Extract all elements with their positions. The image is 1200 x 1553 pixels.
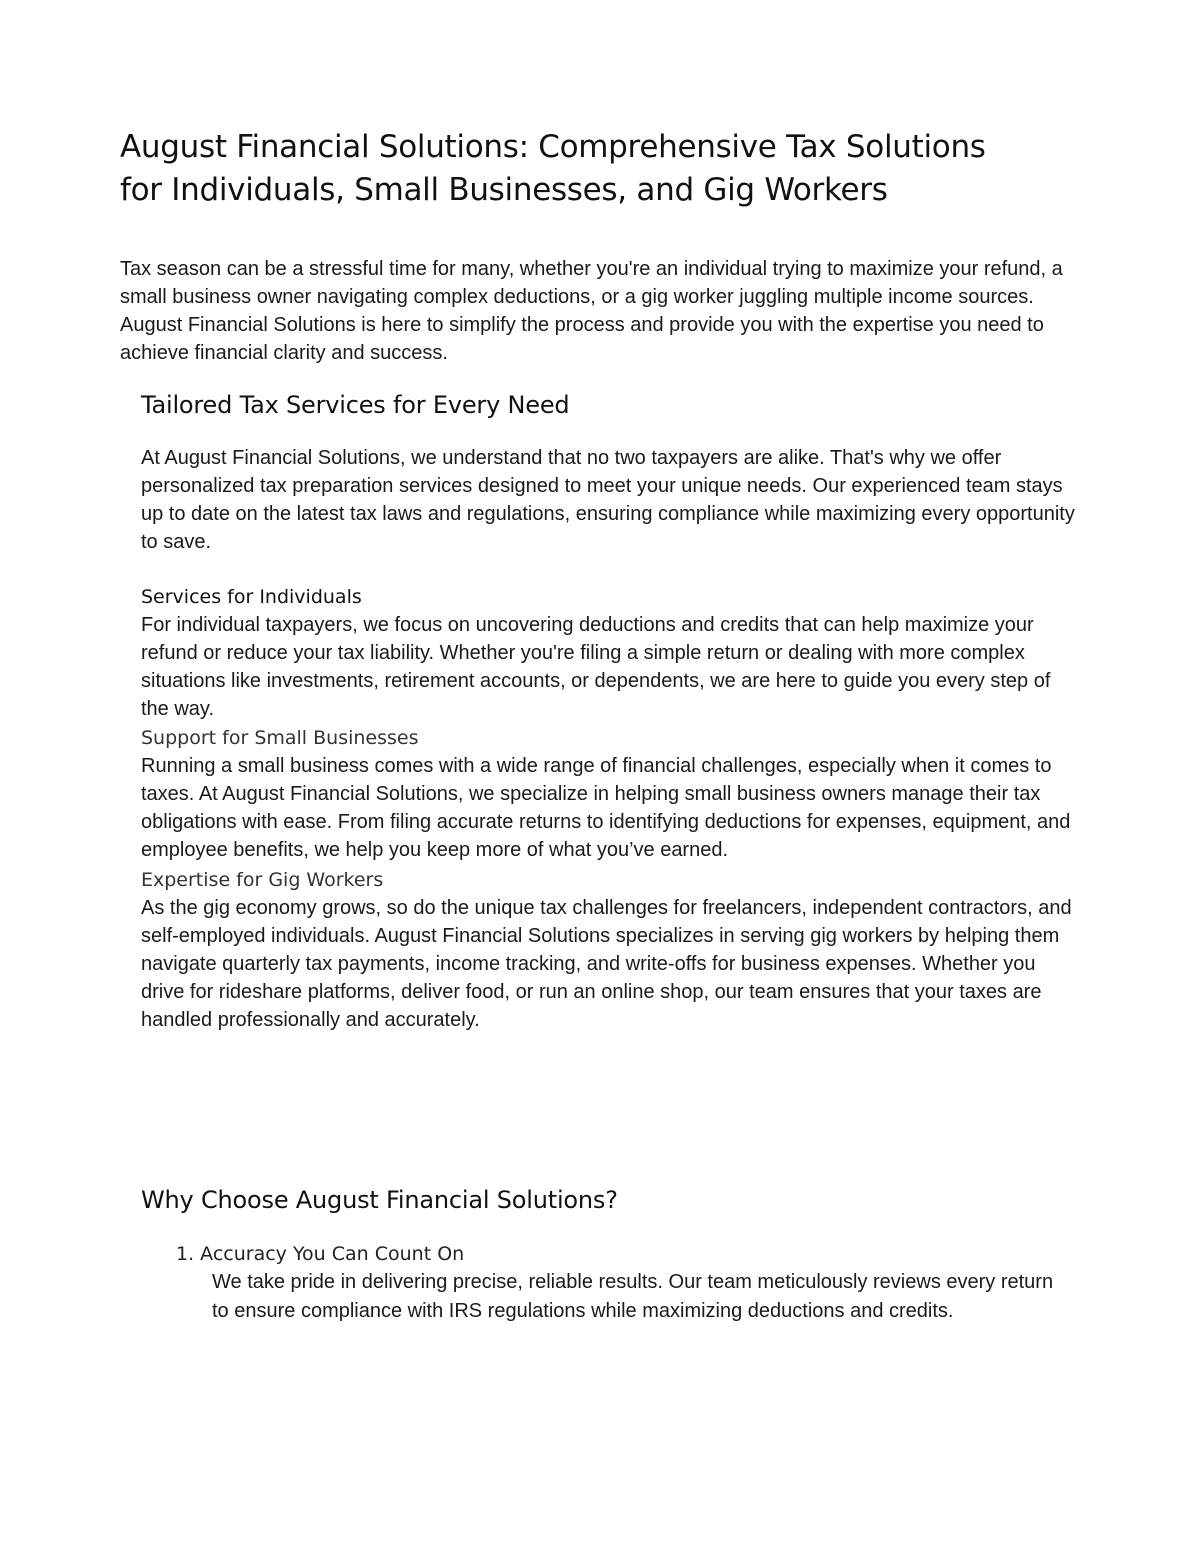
subheading-gig-workers: Expertise for Gig Workers bbox=[141, 869, 384, 891]
list-item-body: We take pride in delivering precise, reliable results. Our team meticulously reviews every return to ensure compliance with IRS regulations while maximizing deductions and credits. bbox=[212, 1271, 1054, 1322]
small-businesses-paragraph: Running a small business comes with a wide range of financial challenges, especially when it comes to taxes. At August Financial Solutions, we specialize in helping small business owners manage their tax obligations with ease. From filing accurate returns to identifying deductions for expenses, equipment, and employee benefits, we help you keep more of what you’ve earned. bbox=[141, 755, 1071, 861]
section-heading-tailored-services: Tailored Tax Services for Every Need bbox=[141, 391, 570, 419]
document-title: August Financial Solutions: Comprehensive Tax Solutions for Individuals, Small Businesses, and Gig Workers bbox=[120, 129, 986, 208]
gig-workers-paragraph: As the gig economy grows, so do the unique tax challenges for freelancers, independent contractors, and self-employed individuals. August Financial Solutions specializes in serving gig workers by helping them navigate quarterly tax payments, income tracking, and write-offs for business expenses. Whether you drive for rideshare platforms, deliver food, or run an online shop, our team ensures that your taxes are handled professionally and accurately. bbox=[141, 897, 1072, 1031]
subheading-small-businesses: Support for Small Businesses bbox=[141, 727, 419, 749]
subheading-individuals: Services for Individuals bbox=[141, 586, 362, 608]
section-heading-why-choose: Why Choose August Financial Solutions? bbox=[141, 1186, 618, 1214]
intro-paragraph: Tax season can be a stressful time for many, whether you're an individual trying to maximize your refund, a small business owner navigating complex deductions, or a gig worker juggling multiple income sources. August Financial Solutions is here to simplify the process and provide you with the expertise you need to achieve financial clarity and success. bbox=[120, 258, 1063, 364]
list-item-title: 1. Accuracy You Can Count On bbox=[176, 1243, 465, 1265]
tailored-services-paragraph: At August Financial Solutions, we understand that no two taxpayers are alike. That's why we offer personalized tax preparation services designed to meet your unique needs. Our experienced team stays up to date on the latest tax laws and regulations, ensuring compliance while maximizing every opportunity to save. bbox=[141, 447, 1075, 553]
individuals-paragraph: For individual taxpayers, we focus on uncovering deductions and credits that can help maximize your refund or reduce your tax liability. Whether you're filing a simple return or dealing with more complex situations like investments, retirement accounts, or dependents, we are here to guide you every step of the way. bbox=[141, 614, 1051, 720]
